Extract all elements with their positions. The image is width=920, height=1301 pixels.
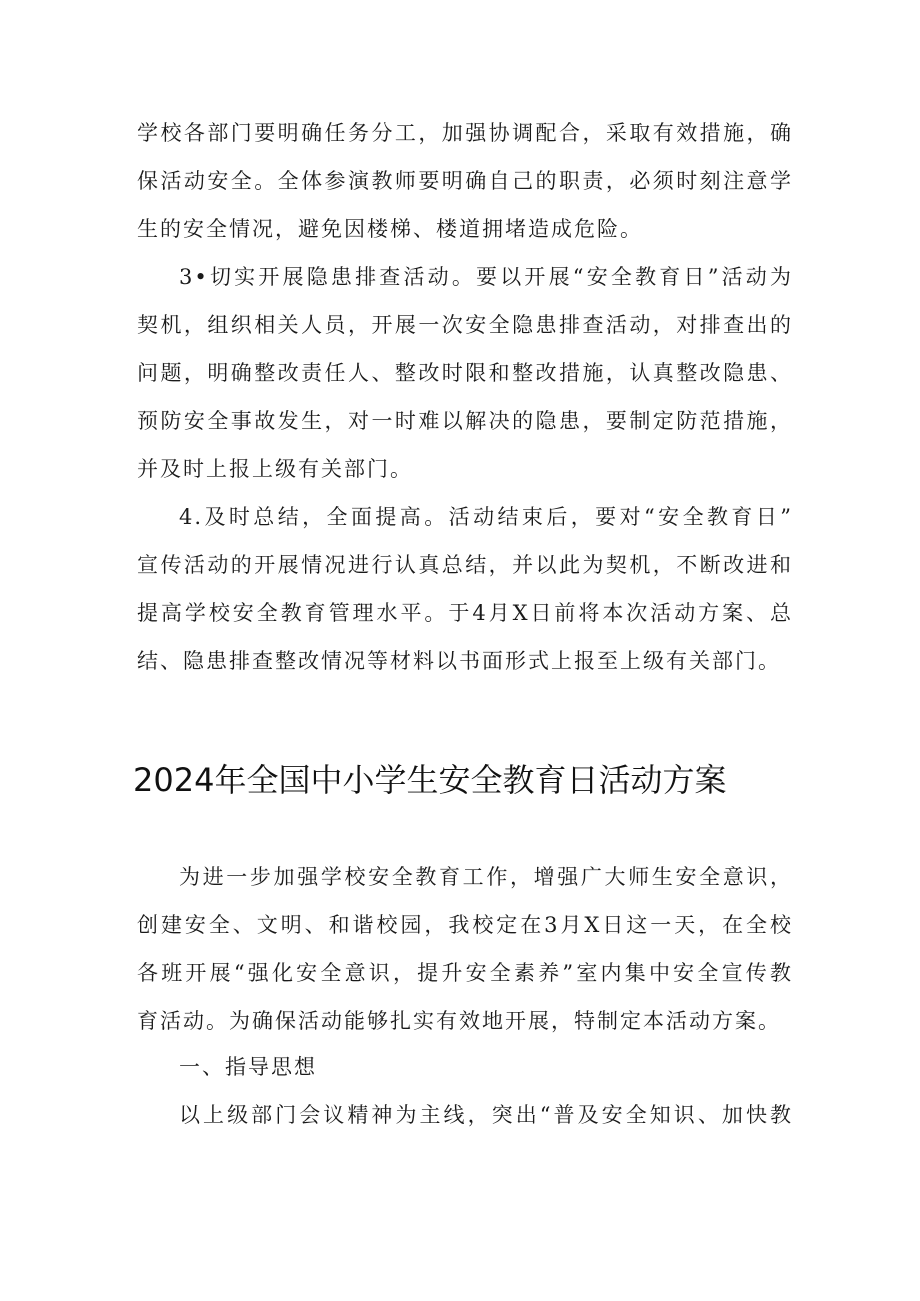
paragraph-line: 以上级部门会议精神为主线，突出“普及安全知识、加快教 [179,1103,793,1127]
paragraph-line: 创建安全、文明、和谐校园，我校定在3月X日这一天，在全校 [137,913,793,937]
section-heading: 一、指导思想 [179,1055,317,1079]
paragraph-line: 结、隐患排查整改情况等材料以书面形式上报至上级有关部门。 [137,649,781,673]
paragraph-line: 提高学校安全教育管理水平。于4月X日前将本次活动方案、总 [137,601,793,625]
paragraph-line: 为进一步加强学校安全教育工作，增强广大师生安全意识， [179,865,793,889]
paragraph-line: 4.及时总结，全面提高。活动结束后，要对“安全教育日” [179,505,793,529]
paragraph-line: 生的安全情况，避免因楼梯、楼道拥堵造成危险。 [137,217,643,241]
paragraph-line: 问题，明确整改责任人、整改时限和整改措施，认真整改隐患、 [137,361,793,385]
paragraph-line: 学校各部门要明确任务分工，加强协调配合，采取有效措施，确 [137,121,793,145]
paragraph-line: 并及时上报上级有关部门。 [137,457,413,481]
section-heading-block [137,1043,793,1091]
paragraph-line: 预防安全事故发生，对一时难以解决的隐患，要制定防范措施， [137,409,793,433]
intro-paragraph [137,853,793,1045]
paragraph-line: 各班开展“强化安全意识，提升安全素养”室内集中安全宣传教 [137,961,793,985]
document-title: 2024年全国中小学生安全教育日活动方案 [133,761,727,799]
paragraph-line: 宣传活动的开展情况进行认真总结，并以此为契机，不断改进和 [137,553,793,577]
paragraph-line: 育活动。为确保活动能够扎实有效地开展，特制定本活动方案。 [137,1009,781,1033]
paragraph-item-4 [137,493,793,685]
paragraph-item-3 [137,253,793,493]
paragraph-continuation [137,109,793,253]
paragraph-line: 保活动安全。全体参演教师要明确自己的职责，必须时刻注意学 [137,169,793,193]
paragraph-line: 3•切实开展隐患排查活动。要以开展“安全教育日”活动为 [179,265,793,289]
guiding-ideology-paragraph [137,1091,793,1139]
paragraph-line: 契机，组织相关人员，开展一次安全隐患排查活动，对排查出的 [137,313,793,337]
